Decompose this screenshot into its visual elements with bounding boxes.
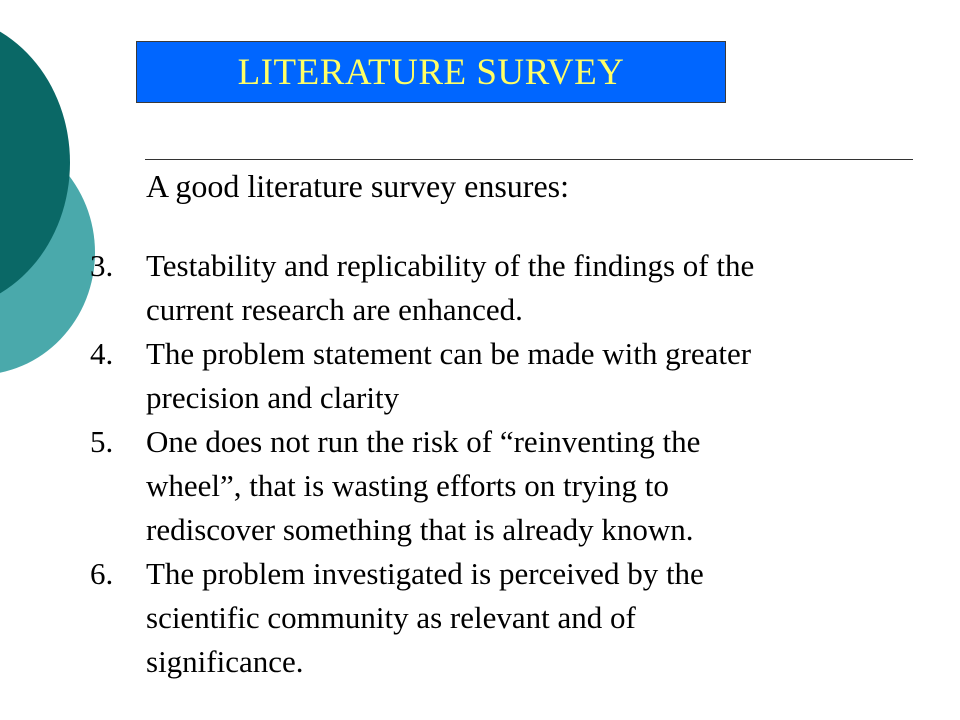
list-item-line: precision and clarity (146, 380, 400, 415)
list-item-number: 3. (90, 248, 114, 283)
list-item-number: 6. (90, 556, 114, 591)
list-item (90, 244, 910, 332)
numbered-list (90, 244, 910, 684)
list-item-line: The problem statement can be made with greater (146, 336, 752, 371)
list-item-line: Testability and replicability of the findings of the (146, 248, 755, 283)
list-item-line: The problem investigated is perceived by the (146, 556, 704, 591)
list-item (90, 420, 910, 552)
list-item-line: significance. (146, 644, 304, 679)
list-item (90, 332, 910, 420)
list-item-number: 5. (90, 424, 114, 459)
list-item-line: scientific community as relevant and of (146, 600, 636, 635)
list-item-line: current research are enhanced. (146, 292, 523, 327)
list-item-line: wheel”, that is wasting efforts on trying to (146, 468, 669, 503)
list-item-line: rediscover something that is already known. (146, 512, 694, 547)
title-box (136, 41, 726, 103)
intro-text: A good literature survey ensures: (146, 168, 569, 204)
list-item-number: 4. (90, 336, 114, 371)
list-item-line: One does not run the risk of “reinventing the (146, 424, 701, 459)
divider-line (145, 159, 913, 160)
list-item (90, 552, 910, 684)
slide-title: LITERATURE SURVEY (237, 51, 625, 93)
